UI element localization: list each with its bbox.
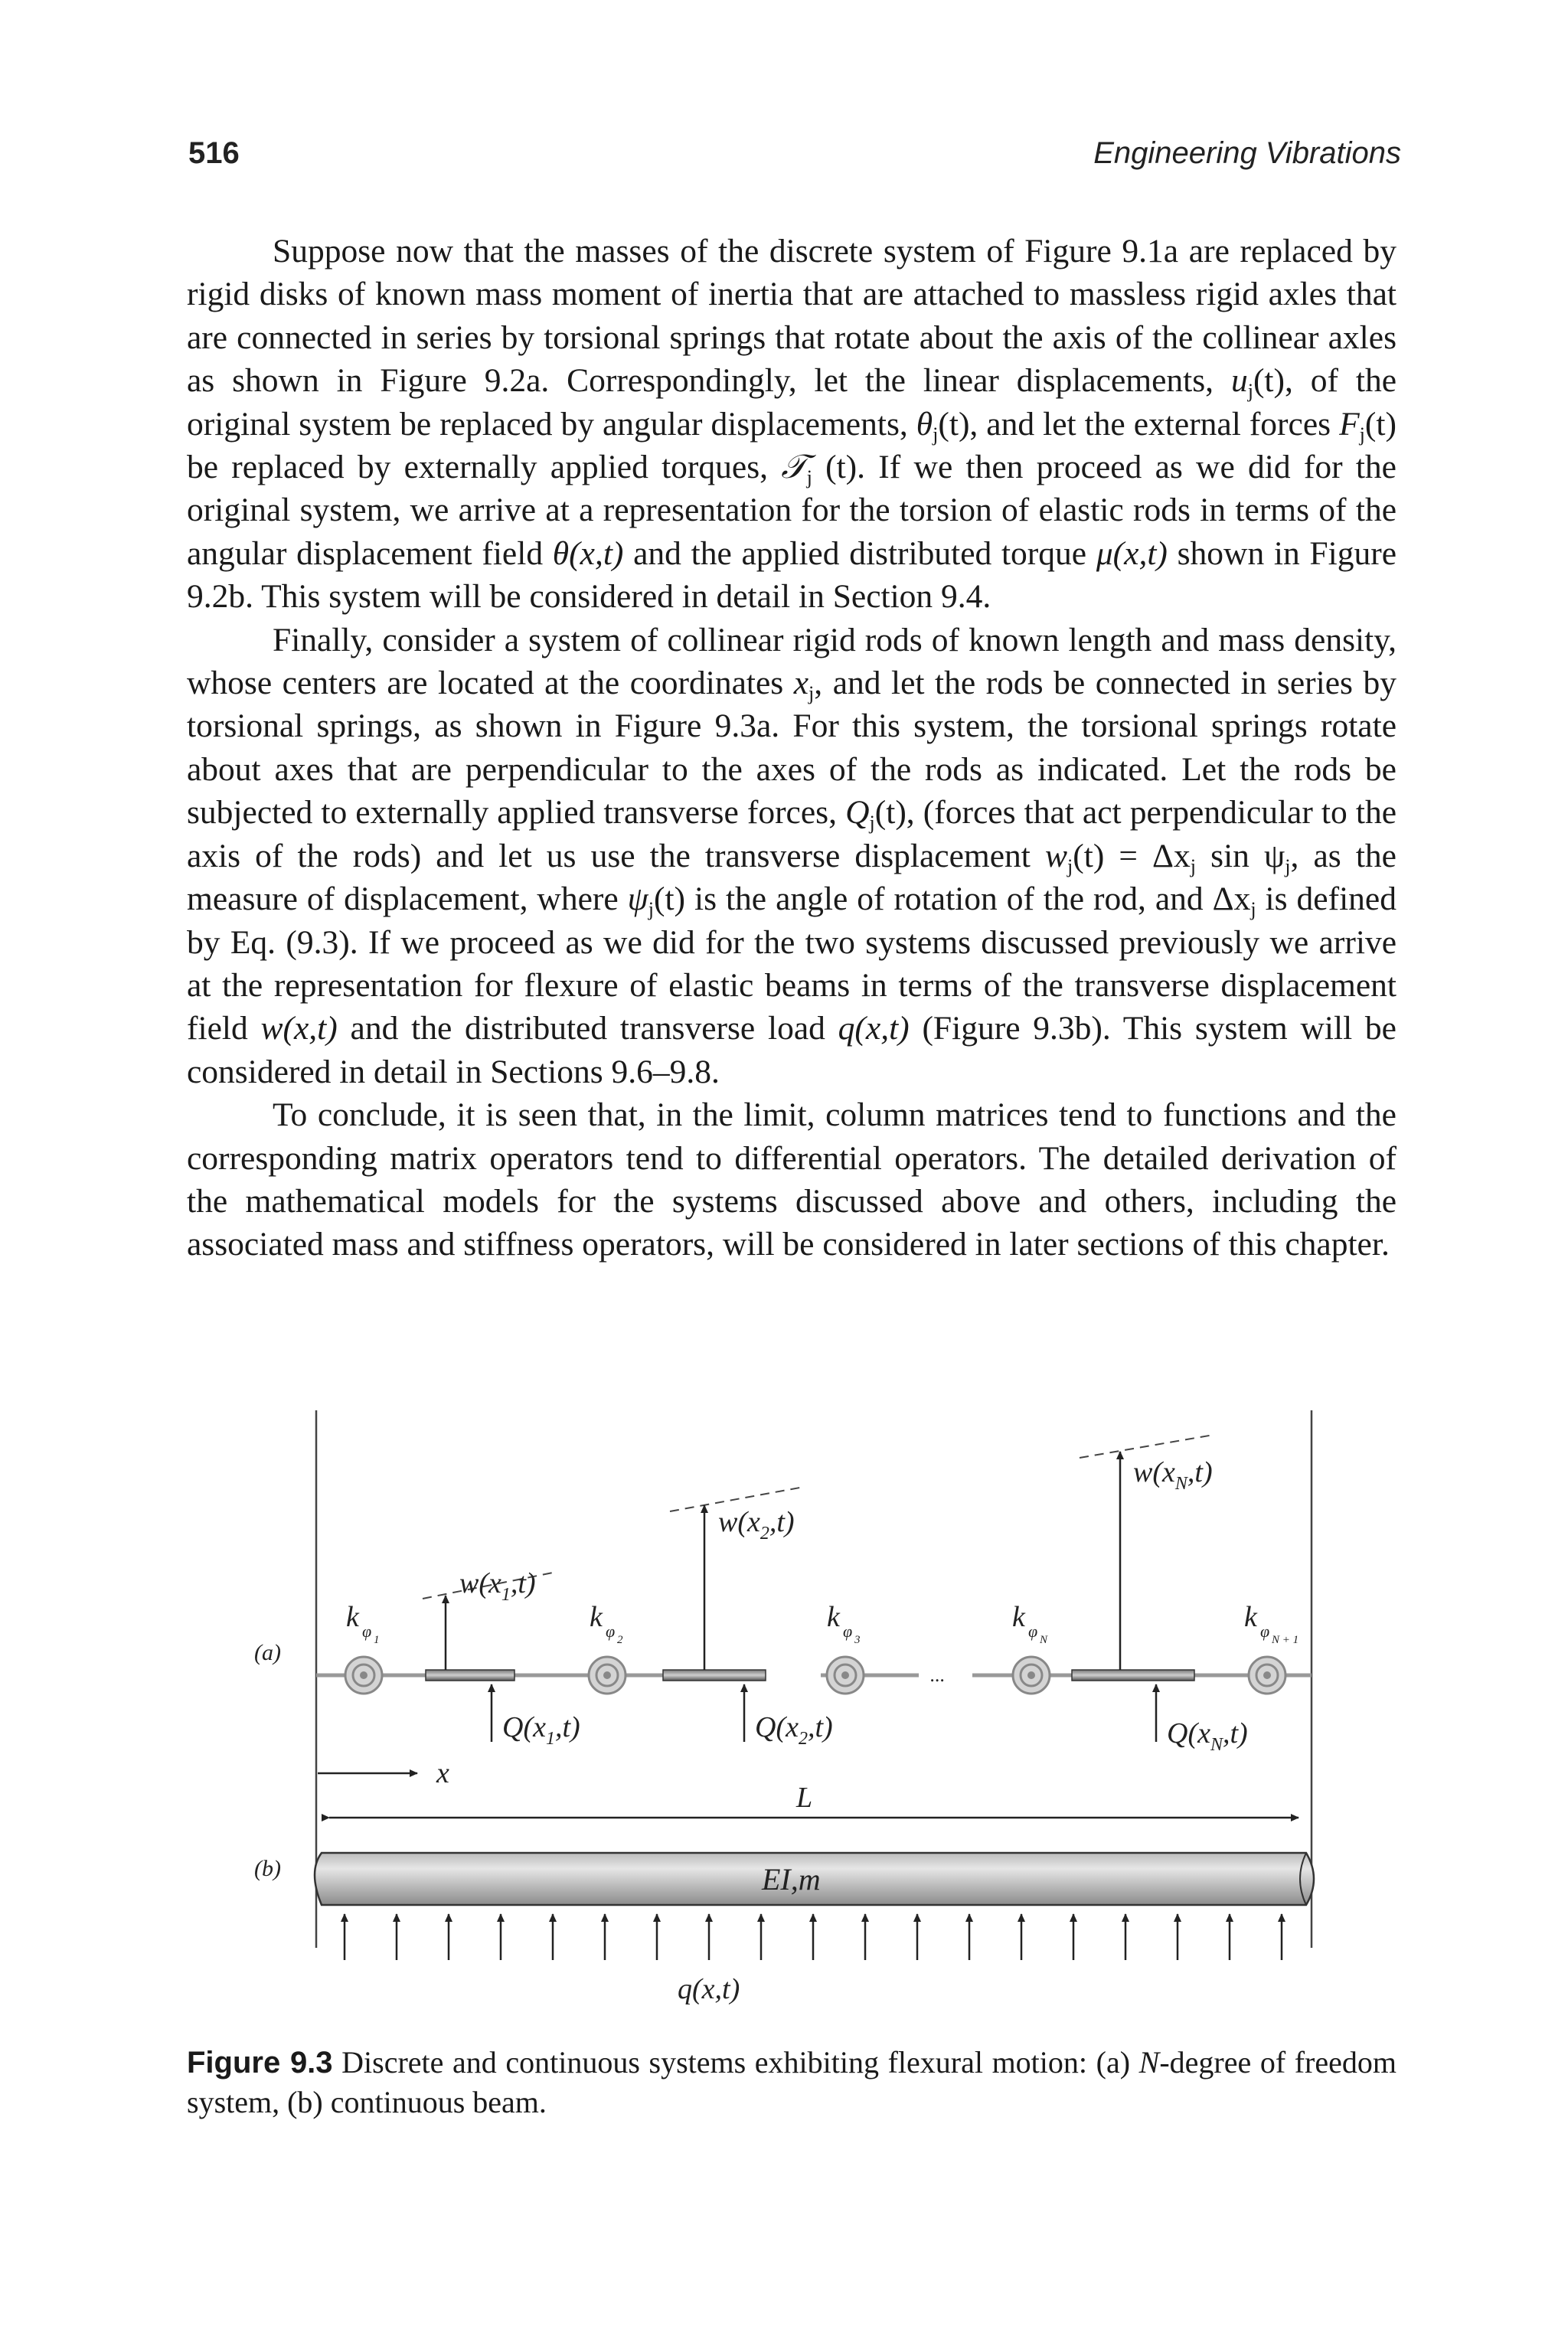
displacement-label-1: [459, 1567, 536, 1605]
torsional-spring-2: [589, 1657, 626, 1694]
svg-text:k: k: [346, 1601, 359, 1633]
svg-text:3: 3: [854, 1634, 861, 1646]
svg-text:k: k: [590, 1601, 603, 1633]
paragraph-1: Suppose now that the masses of the discrete system of Figure 9.1a are replaced by rigid disks of known mass moment of inertia that are attached to massless rigid axles that are connected in series by torsional springs that rotate about the axis of the collinear axles as shown in Figure 9.2a. Correspondingly, let the linear displacements, $u_j(t)$, of the original system be replaced by angular displacements, $\theta_j(t)$, and let the external forces $F_j(t)$ be replaced by externally applied torques, 𝒯$_j$ (t). If we then proceed as we did for the original system, we arrive at a representation for the torsion of elastic rods in terms of the angular displacement field θ(x,t) and the applied distributed torque μ(x,t) shown in Figure 9.2b. This system will be considered in detail in Section 9.4.: [187, 233, 1397, 616]
torsional-spring-3: [827, 1657, 864, 1694]
svg-text:2: 2: [617, 1634, 623, 1646]
beam-properties-label: EI,m: [762, 1862, 821, 1897]
svg-text:k: k: [827, 1601, 840, 1633]
displacement-label-n: [1133, 1456, 1213, 1494]
svg-text:φ: φ: [606, 1622, 616, 1641]
svg-text:φ: φ: [843, 1622, 853, 1641]
ellipsis: ...: [930, 1664, 946, 1686]
running-head: Engineering Vibrations: [1093, 136, 1401, 170]
part-a-label: (a): [254, 1640, 281, 1665]
torsional-spring-n-plus-1: [1249, 1657, 1285, 1694]
svg-text:w(x2,t): $w(x_2,t)$: [718, 1506, 795, 1544]
spring-label-2: [590, 1601, 623, 1646]
distributed-load-label: q(x,t): [678, 1973, 740, 2005]
svg-text:Q(x1,t): $Q(x_1,t)$: [502, 1711, 580, 1749]
figure-caption: Figure 9.3 Discrete and continuous systems exhibiting flexural motion: (a) N-degree of freedom system, (b) continuous beam.: [187, 2045, 1396, 2119]
distributed-load-arrows: [345, 1914, 1282, 1960]
svg-text:w(xN,t): $w(x_N,t)$: [1133, 1456, 1213, 1494]
svg-text:w(x1,t): $w(x_1,t)$: [459, 1567, 536, 1605]
torsional-spring-n: [1013, 1657, 1050, 1694]
paragraph-3: To conclude, it is seen that, in the limit, column matrices tend to functions and the corresponding matrix operators tend to differential operators. The detailed derivation of the mathematical models for the systems discussed above and others, including the associated mass and stiffness operators, will be considered in later sections of this chapter.: [187, 1096, 1396, 1263]
force-label-n: [1167, 1717, 1248, 1755]
spring-label-n-plus-1: [1244, 1601, 1298, 1646]
torsional-spring-1: [345, 1657, 382, 1694]
spring-label-n: [1012, 1601, 1048, 1646]
svg-text:N: N: [1040, 1634, 1048, 1646]
spring-label-3: [827, 1601, 861, 1646]
svg-text:φ: φ: [1260, 1622, 1270, 1641]
figure-9-3: [0, 1409, 1568, 2006]
paragraph-2: Finally, consider a system of collinear rigid rods of known length and mass density, whose centers are located at the coordinates $x_j$, and let the rods be connected in series by torsional springs, as shown in Figure 9.3a. For this system, the torsional springs rotate about axes that are perpendicular to the axes of the rods as indicated. Let the rods be subjected to externally applied transverse forces, $Q_j(t)$, (forces that act perpendicular to the axis of the rods) and let us use the transverse displacement $w_j(t) = \Delta x_j$ $\sin \psi_j$, as the measure of displacement, where $\psi_j(t)$ is the angle of rotation of the rod, and $\Delta x_j$ is defined by Eq. (9.3). If we proceed as we did for the two systems discussed previously we arrive at the representation for flexure of elastic beams in terms of the transverse displacement field w(x,t) and the distributed transverse load q(x,t) (Figure 9.3b). This system will be considered in detail in Sections 9.6–9.8.: [187, 621, 1396, 1090]
svg-text:1: 1: [374, 1634, 380, 1646]
length-label: L: [796, 1782, 813, 1814]
rigid-rod-2: [663, 1670, 766, 1681]
svg-text:Q(xN,t): $Q(x_N,t)$: [1167, 1717, 1248, 1755]
page-number: 516: [188, 136, 240, 170]
x-label: x: [436, 1757, 449, 1789]
rigid-rod-1: [426, 1670, 514, 1681]
displacement-label-2: [718, 1506, 795, 1544]
svg-text:N + 1: N + 1: [1272, 1634, 1299, 1646]
deflected-axis-n: [1080, 1435, 1214, 1458]
spring-label-1: [346, 1601, 380, 1646]
force-label-2: [755, 1711, 833, 1749]
svg-text:φ: φ: [1028, 1622, 1038, 1641]
part-b-label: (b): [254, 1856, 281, 1881]
body-text: [187, 230, 1396, 1266]
svg-text:k: k: [1012, 1601, 1025, 1633]
rigid-rod-n: [1072, 1670, 1194, 1681]
svg-text:k: k: [1244, 1601, 1257, 1633]
svg-text:Q(x2,t): $Q(x_2,t)$: [755, 1711, 833, 1749]
figure-drawing: [0, 1409, 1568, 2006]
force-label-1: [502, 1711, 580, 1749]
svg-text:φ: φ: [362, 1622, 372, 1641]
